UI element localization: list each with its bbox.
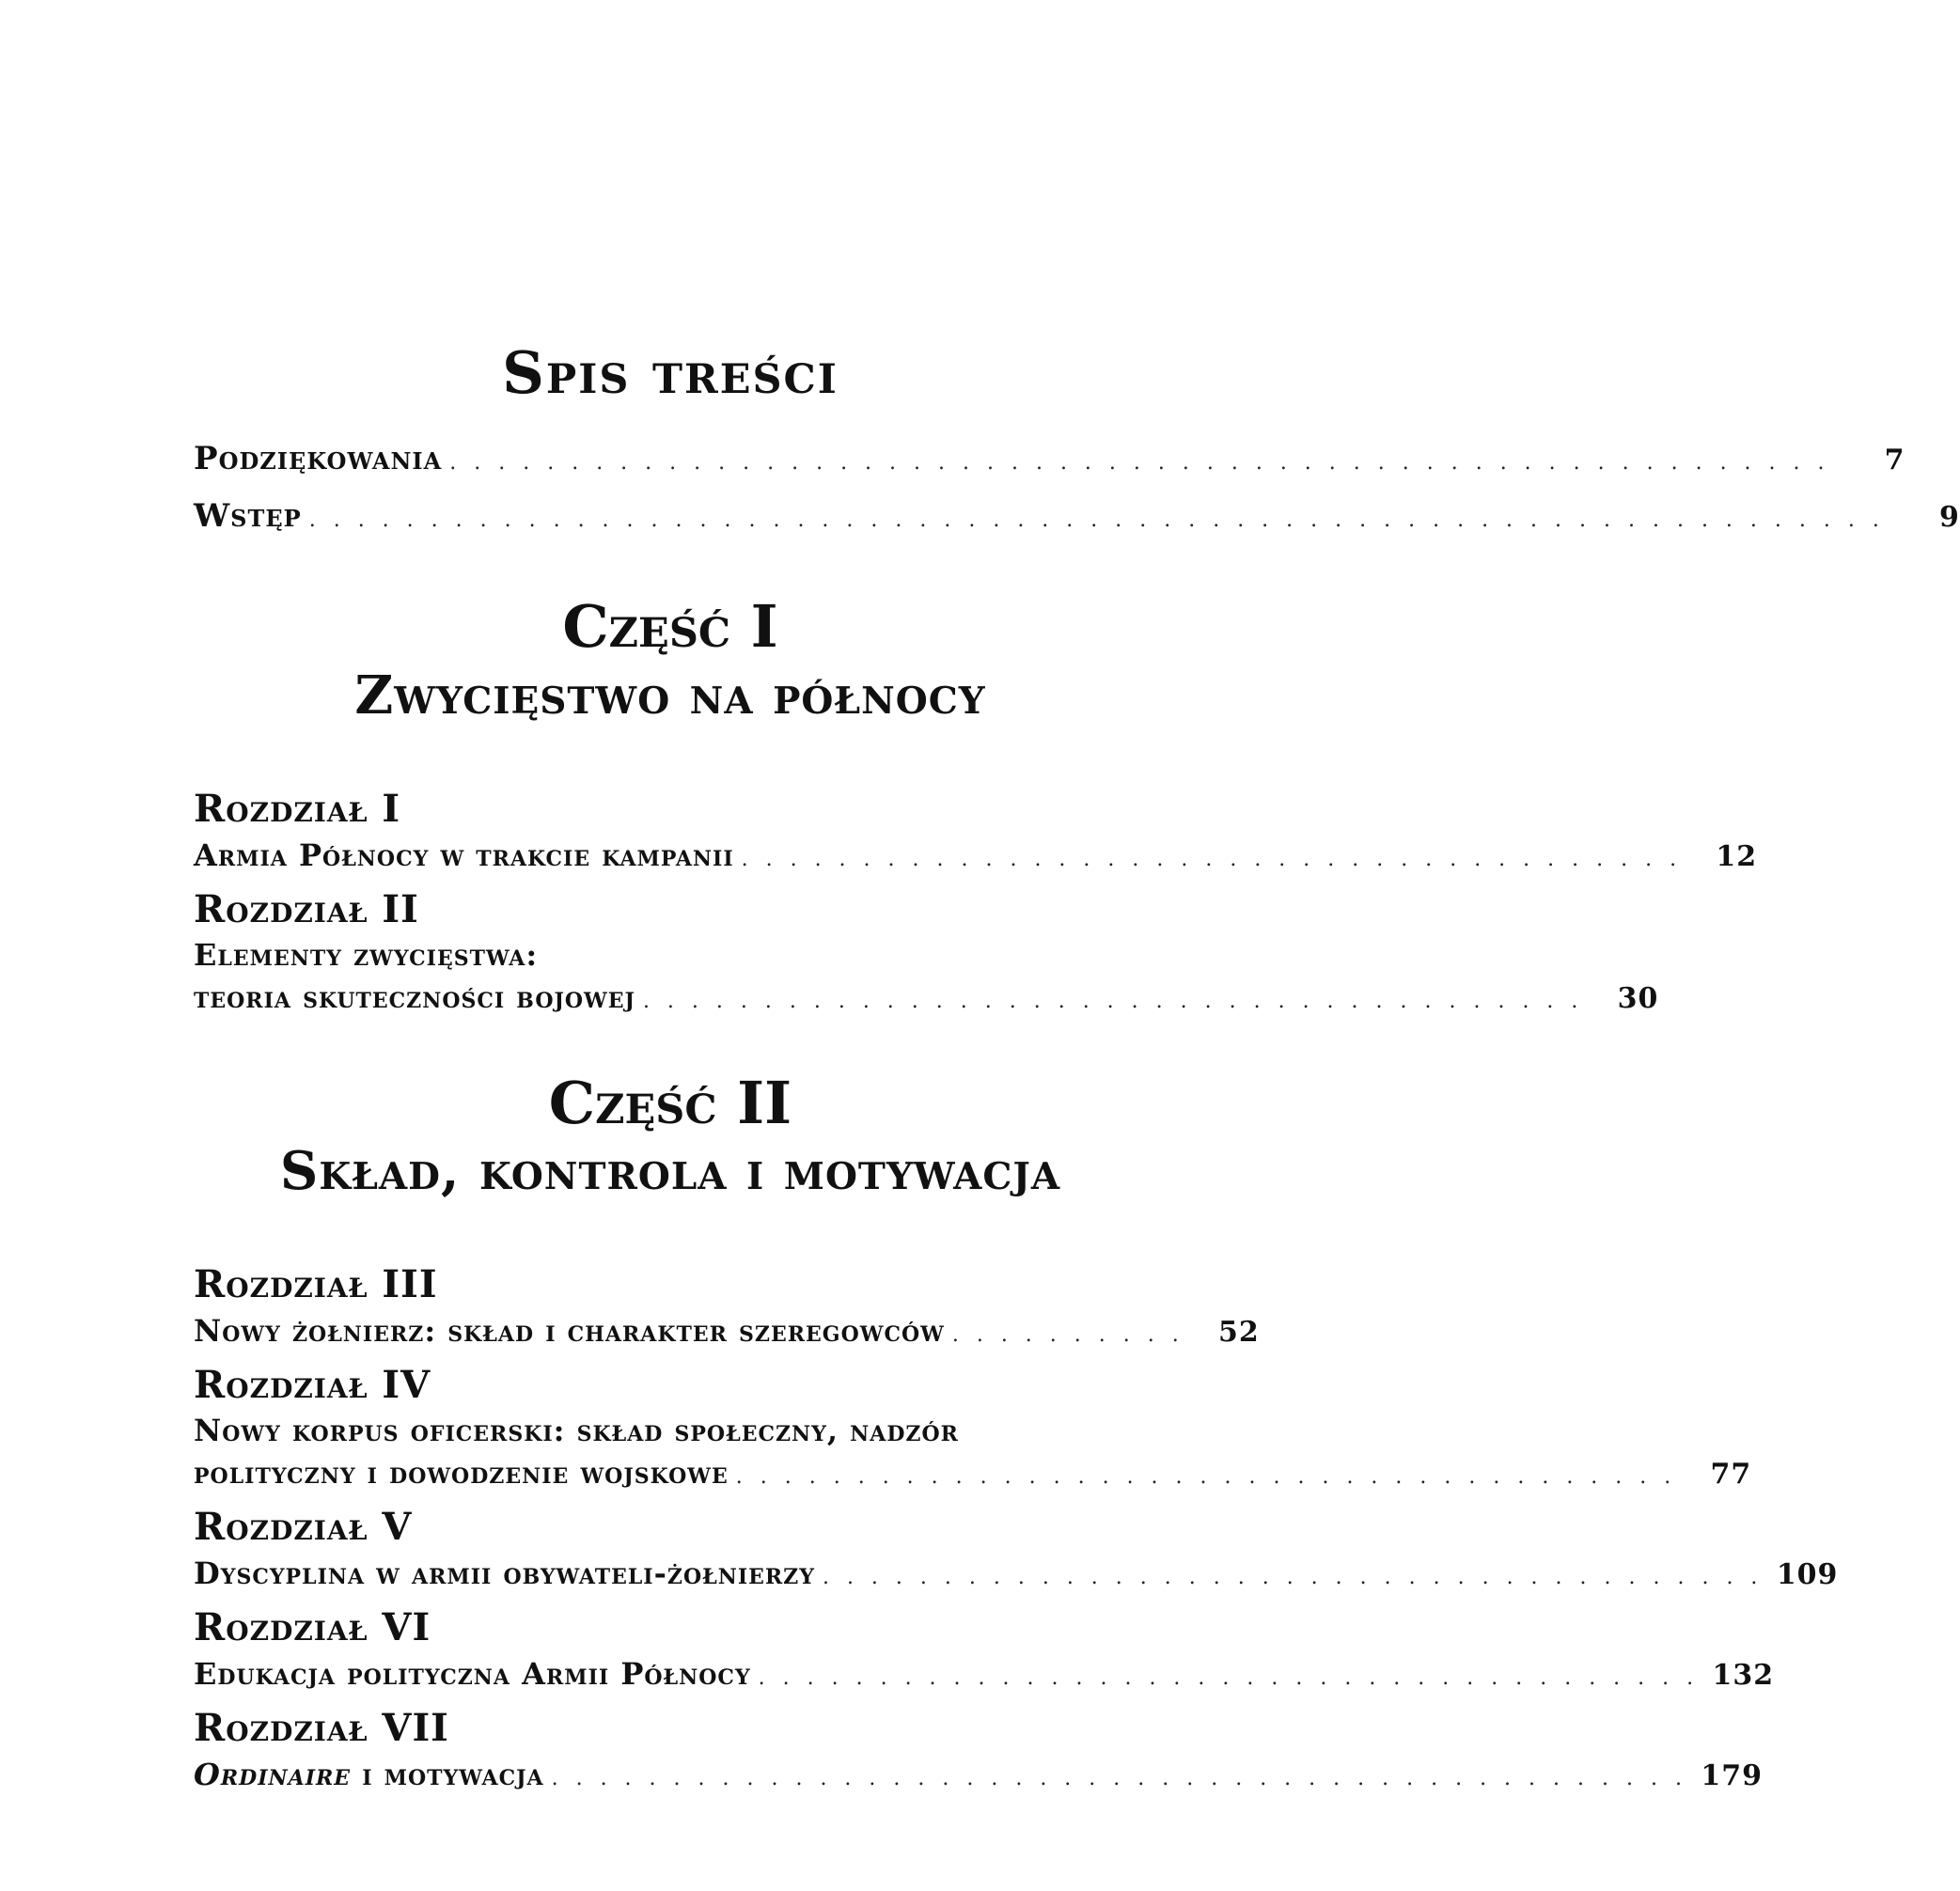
toc-title: Spis treści	[502, 338, 839, 407]
chapter-label: Rozdział I	[194, 786, 401, 831]
toc-page-number: 179	[1701, 1759, 1763, 1793]
leader-dots: . . . . . . . . . . . . . . . . . . . . . . . . . . . . . . . . . . . . . . . . . . . . . . . . . . . . . . . . . . . . . . . . .	[308, 508, 1885, 533]
toc-page-number: 9	[1938, 501, 1960, 535]
toc-page-number: 12	[1716, 839, 1758, 873]
leader-dots: . . . . . . . . . . . . . . . . . . . . . . . . . . . . . . . . . . . . . . .	[741, 847, 1683, 871]
part-1-number: Część I	[562, 592, 778, 662]
chapter-title: Nowy żołnierz: skład i charakter szeregowców	[194, 1313, 945, 1350]
toc-entry-label: Wstęp	[194, 497, 302, 536]
toc-page-number: 132	[1712, 1659, 1775, 1693]
chapter-3[interactable]	[194, 1260, 1260, 1357]
chapter-title	[194, 1753, 544, 1796]
chapter-5[interactable]	[194, 1503, 1839, 1600]
toc-page-number: 30	[1617, 981, 1659, 1015]
toc-entry-chapter-5[interactable]	[194, 1552, 1839, 1600]
chapter-4[interactable]	[194, 1361, 1752, 1499]
table-of-contents	[194, 338, 1960, 1805]
chapter-title: Dyscyplina w armii obywateli-żołnierzy	[194, 1555, 815, 1592]
chapter-title-line-2: polityczny i dowodzenie wojskowe	[194, 1455, 729, 1492]
chapter-title-line-1: Elementy zwycięstwa:	[194, 936, 539, 973]
leader-dots: . . . . . . . . . . . . . . . . . . . . . . . . . . . . . . . . . . . . . . .	[822, 1566, 1764, 1590]
chapter-label: Rozdział III	[194, 1262, 438, 1307]
chapter-1[interactable]	[194, 785, 1758, 882]
part-2-number: Część II	[548, 1068, 792, 1137]
leader-dots: . . . . . . . . . . . . . . . . . . . . . . . . . . . . . . . . . . . . . . .	[735, 1465, 1677, 1490]
toc-entry-chapter-7[interactable]	[194, 1753, 1763, 1801]
chapter-title: Edukacja polityczna Armii Północy	[194, 1656, 751, 1693]
leader-dots: . . . . . . . . . . . . . . . . . . . . . . . . . . . . . . . . . . . . . . . . . . . . . . . . . . . . . . . . .	[449, 451, 1830, 476]
toc-entry-acknowledgements[interactable]	[194, 432, 1905, 490]
toc-entry-chapter-1[interactable]	[194, 834, 1758, 882]
chapter-title-line-2: teoria skuteczności bojowej	[194, 978, 635, 1015]
toc-page-number: 52	[1217, 1316, 1260, 1350]
toc-entry-chapter-3[interactable]	[194, 1309, 1260, 1357]
chapter-title: Armia Północy w trakcie kampanii	[194, 836, 734, 873]
chapter-7[interactable]	[194, 1704, 1763, 1801]
part-1-title: Zwycięstwo na północy	[354, 664, 986, 727]
toc-page-number: 7	[1884, 444, 1905, 477]
chapter-6[interactable]	[194, 1603, 1775, 1700]
leader-dots: . . . . . . . . . . . . . . . . . . . . . . . . . . . . . . . . . . . . . . .	[642, 989, 1584, 1013]
toc-entry-label: Podziękowania	[194, 440, 443, 478]
chapter-title-italic: Ordinaire	[194, 1757, 352, 1793]
chapter-label: Rozdział VII	[194, 1706, 449, 1751]
toc-entry-chapter-4[interactable]	[194, 1451, 1752, 1499]
chapter-2[interactable]	[194, 885, 1659, 1024]
toc-page-number: 109	[1776, 1558, 1839, 1592]
toc-page-number: 77	[1710, 1458, 1752, 1492]
chapter-label: Rozdział V	[194, 1505, 413, 1550]
chapter-title-rest: i motywacja	[351, 1757, 544, 1793]
leader-dots: . . . . . . . . . . . . . . . . . . . . . . . . . . . . . . . . . . . . . . . . . . . . . . .	[551, 1767, 1687, 1791]
chapter-label: Rozdział VI	[194, 1605, 431, 1650]
leader-dots: . . . . . . . . . .	[951, 1323, 1184, 1348]
toc-entry-chapter-2[interactable]	[194, 976, 1659, 1024]
chapter-title-line-1: Nowy korpus oficerski: skład społeczny, nadzór	[194, 1413, 959, 1449]
toc-entry-chapter-6[interactable]	[194, 1652, 1775, 1700]
toc-entry-introduction[interactable]	[194, 490, 1960, 547]
chapter-label: Rozdział II	[194, 886, 419, 931]
chapter-label: Rozdział IV	[194, 1363, 431, 1408]
part-2-title: Skład, kontrola i motywacja	[279, 1140, 1061, 1203]
leader-dots: . . . . . . . . . . . . . . . . . . . . . . . . . . . . . . . . . . . . . . .	[758, 1666, 1700, 1691]
